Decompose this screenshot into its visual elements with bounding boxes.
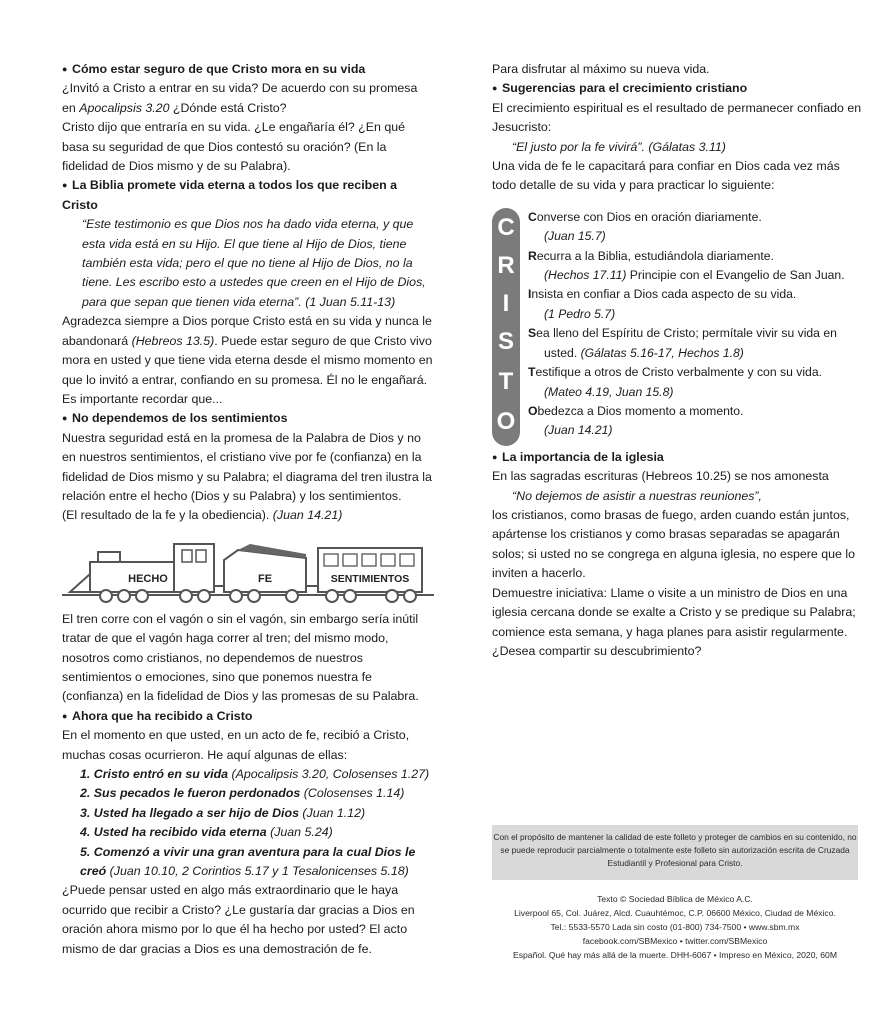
- acrostic-item: [528, 402, 868, 441]
- text: 5. Comenzó a vivir una gran aventura para la cual Dios le creó: [80, 844, 416, 879]
- text: (El resultado de la fe y la obediencia).: [62, 508, 273, 523]
- bible-ref: Apocalipsis 3.20: [79, 100, 170, 115]
- text: onverse con Dios en oración diariamente.: [536, 209, 762, 224]
- list-item: [62, 784, 434, 803]
- text: ea lleno del Espíritu de Cristo; permítale vivir su vida en: [536, 326, 837, 341]
- wheel-icon: [180, 590, 192, 602]
- initial-letter: T: [528, 365, 536, 380]
- heading-sentimientos: ● No dependemos de los sentimientos: [62, 409, 434, 428]
- paragraph: [62, 79, 434, 118]
- initial-letter: I: [528, 287, 532, 302]
- acrostic-item: [528, 247, 868, 286]
- list-item: [62, 765, 434, 784]
- bible-ref: (Apocalipsis 3.20, Colosenses 1.27): [231, 767, 430, 781]
- paragraph: Una vida de fe le capacitará para confiar en Dios cada vez más todo detalle de su vida y para practicar lo siguiente:: [492, 159, 840, 193]
- bible-ref: (Hechos 17.11): [544, 268, 627, 283]
- acrostic-letter: R: [497, 251, 515, 279]
- paragraph: [62, 506, 434, 525]
- wheel-icon: [198, 590, 210, 602]
- initial-letter: R: [528, 248, 537, 263]
- text: estifique a otros de Cristo verbalmente y con su vida.: [535, 365, 823, 380]
- paragraph: ¿Puede pensar usted en algo más extraordinario que le haya ocurrido que recibir a Cristo? ¿Le gustaría dar gracias a Dios en oración ahora mismo por lo que él ha hecho por usted? El acto mismo de dar gracias a Dios es una demostración de fe.: [62, 883, 415, 956]
- cab-window-icon: [196, 550, 206, 562]
- paragraph: Demuestre iniciativa: Llame o visite a un ministro de Dios en una iglesia cercana donde se exalte a Cristo y se predique su Palabra; comience esta semana, y haga planes para asistir regularmente. ¿Desea compartir su descubrimiento?: [492, 585, 856, 658]
- paragraph: El tren corre con el vagón o sin el vagón, sin embargo sería inútil tratar de que el vagón haga correr al tren; del mismo modo, nosotros como cristianos, no dependemos de nuestros sentimientos o emociones, sino que ponemos nuestra fe (confianza) en la fidelidad de Dios y las promesas de su Palabra.: [62, 611, 419, 704]
- cristo-acrostic: [492, 208, 862, 448]
- text: 1. Cristo entró en su vida: [80, 767, 232, 781]
- bible-ref: (Gálatas 5.16-17, Hechos 1.8): [580, 345, 744, 360]
- bible-ref: (Juan 15.7): [544, 229, 606, 244]
- text: ¿Invitó a Cristo a entrar en su vida? De acuerdo con su promesa en: [62, 81, 418, 115]
- text: 4. Usted ha recibido vida eterna: [80, 825, 271, 840]
- acrostic-letter: S: [497, 327, 514, 355]
- bible-ref: (Juan 1.12): [302, 805, 366, 820]
- text: ¿Dónde está Cristo?: [169, 100, 287, 115]
- wheel-icon: [118, 590, 130, 602]
- text: bedezca a Dios momento a momento.: [537, 403, 744, 418]
- wagon-window-icon: [343, 554, 357, 566]
- initial-letter: S: [528, 326, 537, 341]
- bible-ref: (Juan 14.21): [544, 423, 613, 438]
- heading-ahora: ● Ahora que ha recibido a Cristo: [62, 707, 434, 726]
- list-item: [62, 823, 434, 842]
- bible-ref: (Juan 10.10, 2 Corintios 5.17 y 1 Tesalonicenses 5.18): [109, 864, 409, 879]
- text: 2. Sus pecados le fueron perdonados: [80, 786, 304, 801]
- paragraph: Para disfrutar al máximo su nueva vida.: [492, 62, 710, 76]
- list-item: [62, 804, 434, 823]
- acrostic-item: [528, 208, 868, 247]
- engine-cab: [174, 544, 214, 592]
- acrostic-letter: O: [496, 407, 516, 435]
- quote-hebreos: “No dejemos de asistir a nuestras reuniones”,: [512, 488, 762, 503]
- wheel-icon: [230, 590, 242, 602]
- text: nsista en confiar a Dios cada aspecto de su vida.: [531, 287, 797, 302]
- train-illustration: [62, 534, 434, 604]
- text: Principie con el Evangelio de San Juan.: [626, 268, 845, 283]
- bible-ref: (1 Pedro 5.7): [544, 306, 616, 321]
- bible-ref: (Juan 5.24): [270, 825, 333, 840]
- acrostic-items: [528, 208, 868, 441]
- heading-biblia-promete: ● La Biblia promete vida eterna a todos los que reciben a Cristo: [62, 176, 434, 215]
- wagon-window-icon: [324, 554, 338, 566]
- car-label-sentimientos: SENTIMIENTOS: [330, 572, 410, 585]
- car-label-hecho: HECHO: [128, 572, 168, 585]
- text: Agradezca siempre a Dios porque Cristo está en su vida y nunca le abandonará: [62, 314, 432, 348]
- footer-line: Texto © Sociedad Bíblica de México A.C.: [597, 894, 753, 904]
- paragraph: Es importante recordar que...: [62, 391, 223, 406]
- acrostic-letter: C: [497, 213, 515, 241]
- paragraph: En las sagradas escrituras (Hebreos 10.25) se nos amonesta: [492, 469, 829, 484]
- wheel-icon: [404, 590, 416, 602]
- acrostic-item: [528, 285, 868, 324]
- acrostic-letter: I: [502, 289, 510, 317]
- wheel-icon: [386, 590, 398, 602]
- car-label-fe: FE: [257, 572, 273, 585]
- quote-galatas: “El justo por la fe vivirá”. (Gálatas 3.11): [512, 139, 726, 154]
- heading-iglesia: ● La importancia de la iglesia: [492, 448, 862, 467]
- list-item: [62, 843, 434, 882]
- acrostic-item: [528, 363, 868, 402]
- heading-seguridad: ● Cómo estar seguro de que Cristo mora en su vida: [62, 60, 434, 79]
- paragraph: El crecimiento espiritual es el resultado de permanecer confiado en Jesucristo:: [492, 100, 862, 135]
- wagon-window-icon: [362, 554, 376, 566]
- left-column: [62, 60, 434, 959]
- paragraph: Cristo dijo que entraría en su vida. ¿Le engañaría él? ¿En qué basa su seguridad de que Dios contestó su oración? (En la fidelidad de Dios mismo y de su Palabra).: [62, 120, 406, 174]
- paragraph: Nuestra seguridad está en la promesa de la Palabra de Dios y no en nuestros sentimientos, el cristiano vive por fe (confianza) en la fidelidad de Dios mismo y su Palabra; el diagrama del tren ilustra la relación entre el hecho (Dios y su Palabra) y los sentimientos.: [62, 430, 432, 503]
- text: . Puede estar seguro de que Cristo vivo mora en usted y que tiene vida eterna desde el mismo momento en que lo invitó a entrar, confiando en su promesa. Él no le engañará.: [62, 333, 433, 387]
- acrostic-letter: T: [498, 367, 514, 395]
- bible-ref: (Colosenses 1.14): [303, 786, 405, 801]
- wheel-icon: [286, 590, 298, 602]
- heading-sugerencias: ● Sugerencias para el crecimiento cristiano: [492, 79, 862, 98]
- initial-letter: O: [528, 403, 538, 418]
- footer-line: Liverpool 65, Col. Juárez, Alcd. Cuauhtémoc, C.P. 06600 México, Ciudad de México.: [514, 908, 836, 918]
- wheel-icon: [136, 590, 148, 602]
- wheel-icon: [100, 590, 112, 602]
- wagon-window-icon: [400, 554, 414, 566]
- wheel-icon: [344, 590, 356, 602]
- wheel-icon: [248, 590, 260, 602]
- paragraph: [62, 312, 434, 390]
- footer-line: Español. Qué hay más allá de la muerte. DHH-6067 • Impreso en México, 2020, 60M: [512, 950, 837, 960]
- bible-ref: (Juan 14.21): [272, 508, 343, 523]
- cab-window-icon: [182, 550, 192, 562]
- copyright-notice: Con el propósito de mantener la calidad de este folleto y proteger de cambios en su contenido, no se puede reproducir parcialmente o totalmente este folleto sin autorización escrita de Cruzada Estudiantil y Profesional para Cristo.: [492, 825, 858, 880]
- text: 3. Usted ha llegado a ser hijo de Dios: [80, 805, 303, 820]
- wagon-window-icon: [381, 554, 395, 566]
- text: ecurra a la Biblia, estudiándola diariamente.: [536, 248, 774, 263]
- bible-ref: (Mateo 4.19, Juan 15.8): [544, 384, 674, 399]
- train-diagram: [62, 534, 434, 604]
- quote-1-juan: “Este testimonio es que Dios nos ha dado vida eterna, y que esta vida está en su Hijo. El que tiene al Hijo de Dios, tiene también esta vida; pero el que no tiene al Hijo de Dios, no la tiene. Les escribo esto a ustedes que creen en el Hijo de Dios, para que sepan que tienen vida eterna”. (1 Juan 5.11-13): [82, 217, 426, 309]
- acrostic-item: [528, 324, 868, 363]
- bible-ref: (Hebreos 13.5): [131, 333, 215, 348]
- footer-line: Tel.: 5533-5570 Lada sin costo (01-800) 734-7500 • www.sbm.mx: [550, 922, 800, 932]
- footer-line: facebook.com/SBMexico • twitter.com/SBMexico: [582, 936, 768, 946]
- right-column: [492, 60, 862, 661]
- publisher-footer: [492, 892, 858, 962]
- initial-letter: C: [528, 209, 537, 224]
- wheel-icon: [326, 590, 338, 602]
- paragraph: En el momento en que usted, en un acto de fe, recibió a Cristo, muchas cosas ocurrieron. He aquí algunas de ellas:: [62, 728, 410, 762]
- text: usted.: [544, 345, 581, 360]
- paragraph: los cristianos, como brasas de fuego, arden cuando están juntos, apártense los cristianos y como brasas separadas se apagarán solos; si usted no se congrega en alguna iglesia, no espere que lo inviten a hacerlo.: [492, 508, 856, 581]
